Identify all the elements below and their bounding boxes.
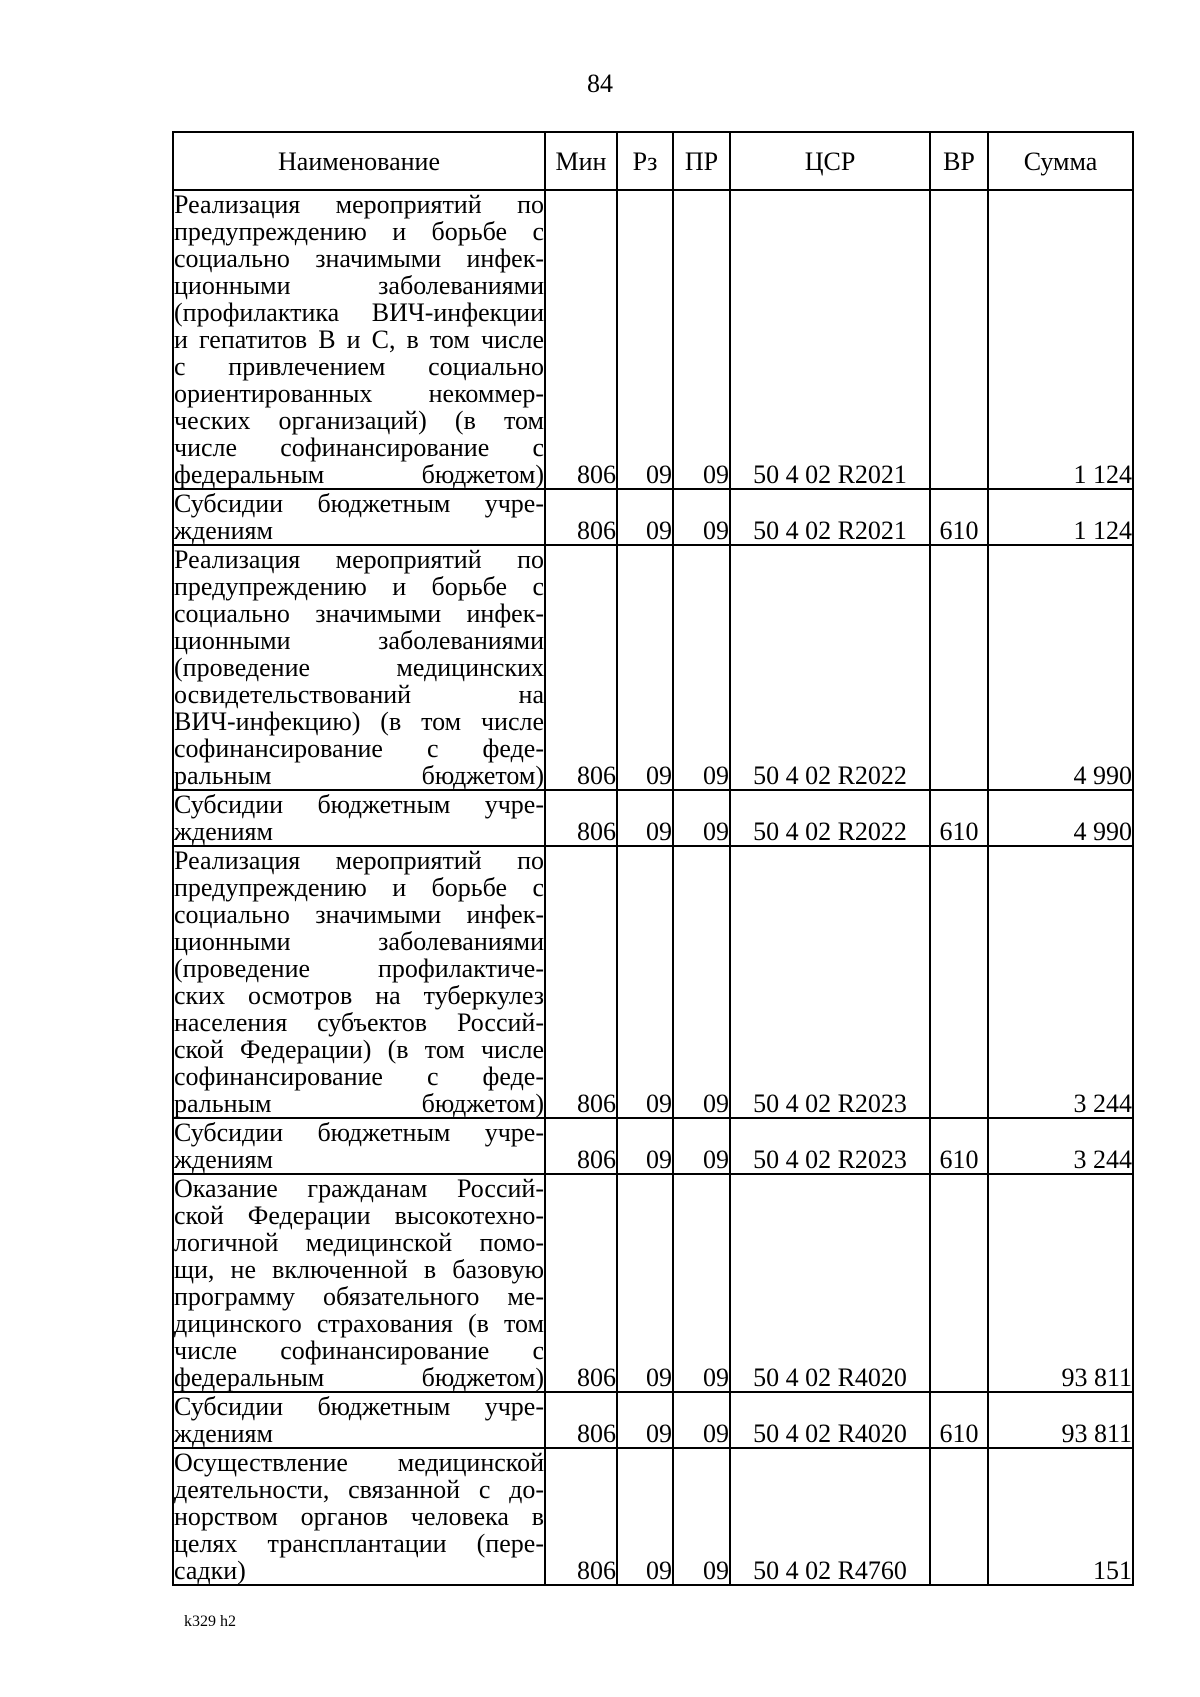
table-row — [173, 790, 1133, 846]
table-row — [173, 190, 1133, 489]
header-vr: ВР — [930, 132, 988, 190]
row-name-line: ждениям — [174, 1419, 273, 1448]
row-name-line: социально значимыми инфек- — [174, 244, 544, 273]
row-name-line: Субсидии бюджетным учре- — [174, 489, 544, 518]
row-name-line: с привлечением социально — [174, 352, 544, 381]
header-min: Мин — [545, 132, 617, 190]
row-sum: 93 811 — [988, 1174, 1133, 1392]
header-csr: ЦСР — [730, 132, 930, 190]
row-name-line: числе софинансирование с — [174, 1336, 544, 1365]
row-csr: 50 4 02 R4760 — [730, 1448, 930, 1585]
row-name-line: ждениям — [174, 516, 273, 545]
row-name-line: Субсидии бюджетным учре- — [174, 790, 544, 819]
row-name-line: освидетельствований на — [174, 680, 544, 709]
row-name-line: софинансирование с феде- — [174, 1062, 544, 1091]
row-name-line: софинансирование с феде- — [174, 734, 544, 763]
row-name — [173, 190, 545, 489]
table-row — [173, 489, 1133, 545]
footer-code: k329 h2 — [184, 1613, 236, 1630]
row-name-line: деятельности, связанной с до- — [174, 1475, 544, 1504]
row-name-line: социально значимыми инфек- — [174, 900, 544, 929]
row-name-line: Оказание гражданам Россий- — [174, 1174, 544, 1203]
row-sum: 1 124 — [988, 489, 1133, 545]
row-name-line: ской Федерации высокотехно- — [174, 1201, 544, 1230]
row-min: 806 — [545, 1118, 617, 1174]
row-name-line: федеральным бюджетом) — [174, 460, 544, 489]
row-name — [173, 1118, 545, 1174]
row-vr — [930, 190, 988, 489]
row-name-line: населения субъектов Россий- — [174, 1008, 544, 1037]
row-csr: 50 4 02 R4020 — [730, 1392, 930, 1448]
row-min: 806 — [545, 489, 617, 545]
row-rz: 09 — [617, 1448, 673, 1585]
table-header-row — [173, 132, 1133, 190]
row-csr: 50 4 02 R2022 — [730, 545, 930, 790]
row-name-line: (проведение медицинских — [174, 653, 544, 682]
table-body — [173, 190, 1133, 1585]
row-sum: 3 244 — [988, 1118, 1133, 1174]
row-name — [173, 545, 545, 790]
row-name — [173, 1392, 545, 1448]
header-name: Наименование — [173, 132, 545, 190]
row-vr: 610 — [930, 489, 988, 545]
row-pr: 09 — [673, 1174, 730, 1392]
row-sum: 4 990 — [988, 790, 1133, 846]
table-row — [173, 1118, 1133, 1174]
row-sum: 151 — [988, 1448, 1133, 1585]
row-name-line: целях трансплантации (пере- — [174, 1529, 544, 1558]
row-name-line: (проведение профилактиче- — [174, 954, 544, 983]
row-name-line: Субсидии бюджетным учре- — [174, 1392, 544, 1421]
row-name-line: норством органов человека в — [174, 1502, 544, 1531]
row-pr: 09 — [673, 846, 730, 1118]
row-sum: 93 811 — [988, 1392, 1133, 1448]
row-name-line: и гепатитов В и С, в том числе — [174, 325, 544, 354]
budget-table — [172, 131, 1134, 1586]
row-name-line: ционными заболеваниями — [174, 271, 544, 300]
table-row — [173, 1174, 1133, 1392]
row-name — [173, 1174, 545, 1392]
row-name-line: Субсидии бюджетным учре- — [174, 1118, 544, 1147]
row-rz: 09 — [617, 190, 673, 489]
row-name-line: федеральным бюджетом) — [174, 1363, 544, 1392]
row-pr: 09 — [673, 545, 730, 790]
row-min: 806 — [545, 1392, 617, 1448]
row-min: 806 — [545, 1448, 617, 1585]
row-name-line: ждениям — [174, 1145, 273, 1174]
row-name-line: числе софинансирование с — [174, 433, 544, 462]
row-name-line: ральным бюджетом) — [174, 1089, 544, 1118]
row-sum: 4 990 — [988, 545, 1133, 790]
table-row — [173, 545, 1133, 790]
header-rz: Рз — [617, 132, 673, 190]
row-rz: 09 — [617, 790, 673, 846]
row-pr: 09 — [673, 489, 730, 545]
row-name-line: дицинского страхования (в том — [174, 1309, 544, 1338]
row-pr: 09 — [673, 790, 730, 846]
row-min: 806 — [545, 545, 617, 790]
row-name-line: Реализация мероприятий по — [174, 846, 544, 875]
row-csr: 50 4 02 R2021 — [730, 190, 930, 489]
row-pr: 09 — [673, 1448, 730, 1585]
row-vr — [930, 545, 988, 790]
row-pr: 09 — [673, 1118, 730, 1174]
row-name-line: ционными заболеваниями — [174, 927, 544, 956]
row-csr: 50 4 02 R2021 — [730, 489, 930, 545]
row-sum: 1 124 — [988, 190, 1133, 489]
table-row — [173, 1448, 1133, 1585]
row-name — [173, 790, 545, 846]
row-min: 806 — [545, 846, 617, 1118]
table-row — [173, 846, 1133, 1118]
row-name-line: логичной медицинской помо- — [174, 1228, 544, 1257]
row-name-line: Осуществление медицинской — [174, 1448, 544, 1477]
row-name-line: Реализация мероприятий по — [174, 545, 544, 574]
row-rz: 09 — [617, 846, 673, 1118]
page-number: 84 — [587, 69, 613, 98]
row-pr: 09 — [673, 190, 730, 489]
row-pr: 09 — [673, 1392, 730, 1448]
row-name-line: (профилактика ВИЧ-инфекции — [174, 298, 544, 327]
row-name-line: предупреждению и борьбе с — [174, 873, 544, 902]
row-csr: 50 4 02 R4020 — [730, 1174, 930, 1392]
row-name-line: ских осмотров на туберкулез — [174, 981, 544, 1010]
row-sum: 3 244 — [988, 846, 1133, 1118]
header-sum: Сумма — [988, 132, 1133, 190]
row-vr — [930, 1174, 988, 1392]
row-vr: 610 — [930, 1118, 988, 1174]
row-name-line: ждениям — [174, 817, 273, 846]
row-min: 806 — [545, 190, 617, 489]
row-rz: 09 — [617, 1392, 673, 1448]
header-pr: ПР — [673, 132, 730, 190]
row-min: 806 — [545, 790, 617, 846]
row-name-line: ВИЧ-инфекцию) (в том числе — [174, 707, 544, 736]
row-name-line: щи, не включенной в базовую — [174, 1255, 544, 1284]
row-name — [173, 1448, 545, 1585]
row-name — [173, 846, 545, 1118]
table-row — [173, 1392, 1133, 1448]
row-name-line: ционными заболеваниями — [174, 626, 544, 655]
row-csr: 50 4 02 R2023 — [730, 1118, 930, 1174]
row-min: 806 — [545, 1174, 617, 1392]
row-vr: 610 — [930, 790, 988, 846]
row-name-line: Реализация мероприятий по — [174, 190, 544, 219]
row-name-line: ческих организаций) (в том — [174, 406, 544, 435]
row-name — [173, 489, 545, 545]
row-name-line: садки) — [174, 1556, 246, 1585]
row-name-line: ской Федерации) (в том числе — [174, 1035, 544, 1064]
row-vr — [930, 846, 988, 1118]
row-rz: 09 — [617, 1118, 673, 1174]
row-csr: 50 4 02 R2023 — [730, 846, 930, 1118]
row-name-line: ориентированных некоммер- — [174, 379, 544, 408]
row-rz: 09 — [617, 545, 673, 790]
row-rz: 09 — [617, 1174, 673, 1392]
row-vr: 610 — [930, 1392, 988, 1448]
row-name-line: предупреждению и борьбе с — [174, 572, 544, 601]
row-vr — [930, 1448, 988, 1585]
row-name-line: ральным бюджетом) — [174, 761, 544, 790]
row-rz: 09 — [617, 489, 673, 545]
row-name-line: социально значимыми инфек- — [174, 599, 544, 628]
row-name-line: предупреждению и борьбе с — [174, 217, 544, 246]
row-name-line: программу обязательного ме- — [174, 1282, 544, 1311]
row-csr: 50 4 02 R2022 — [730, 790, 930, 846]
